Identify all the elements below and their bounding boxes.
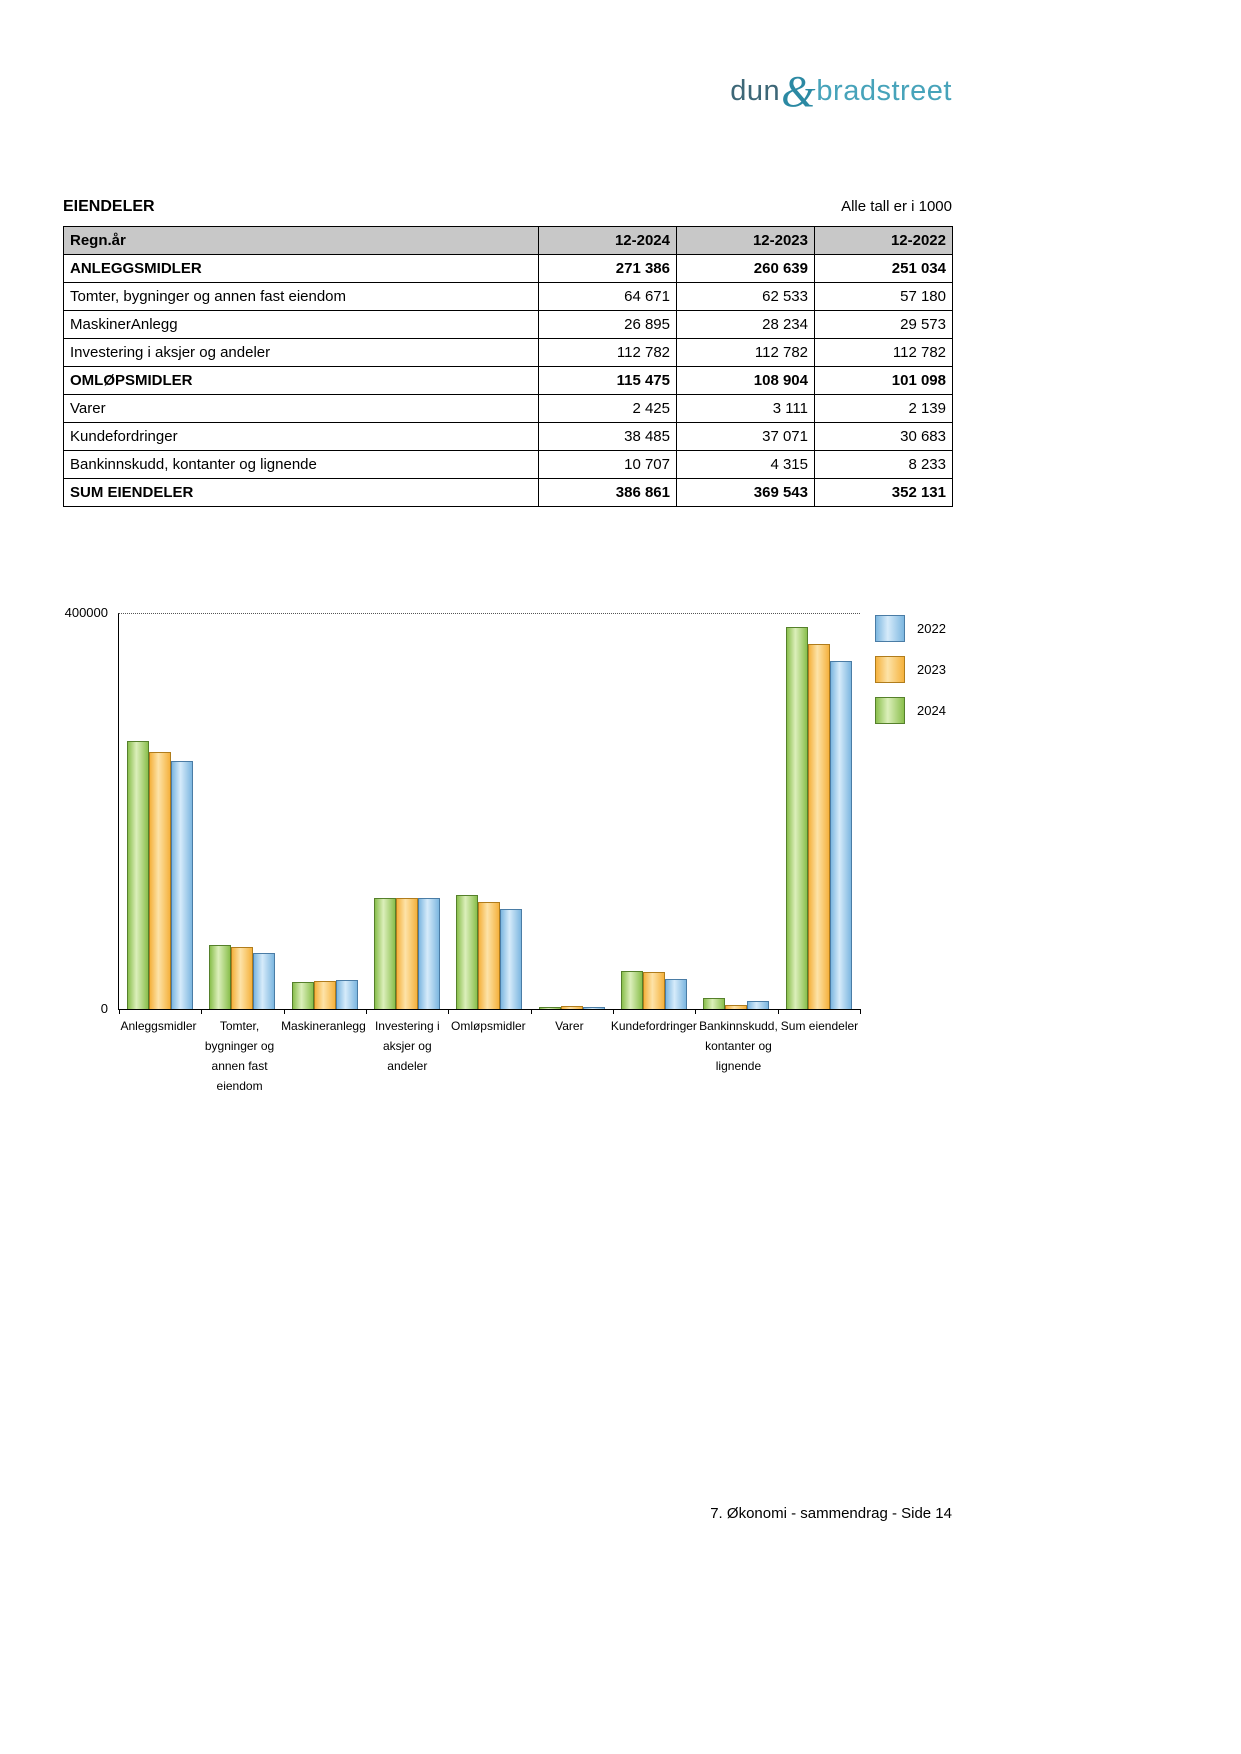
row-value: 352 131 — [815, 479, 953, 507]
table-row — [64, 367, 953, 395]
row-label: ANLEGGSMIDLER — [64, 255, 539, 283]
row-value: 37 071 — [677, 423, 815, 451]
page-footer: 7. Økonomi - sammendrag - Side 14 — [710, 1505, 952, 1522]
x-axis-label: Maskineranlegg — [281, 1019, 366, 1033]
x-axis-tick — [448, 1009, 449, 1014]
table-row — [64, 283, 953, 311]
row-label: Kundefordringer — [64, 423, 539, 451]
logo-word-dun: dun — [730, 75, 781, 107]
x-axis-label: Sum eiendeler — [780, 1019, 859, 1033]
table-row — [64, 311, 953, 339]
table-row — [64, 339, 953, 367]
bar-2024 — [127, 741, 149, 1009]
x-axis-label: Varer — [555, 1019, 584, 1033]
logo-ampersand-icon: & — [781, 67, 816, 116]
x-axis-tick — [613, 1009, 614, 1014]
bar-2023 — [643, 972, 665, 1009]
bar-2022 — [500, 909, 522, 1009]
assets-bar-chart — [118, 613, 860, 1010]
x-axis-tick — [860, 1009, 861, 1014]
bar-2022 — [418, 898, 440, 1009]
row-value: 112 782 — [815, 339, 953, 367]
row-value: 115 475 — [539, 367, 677, 395]
x-axis-tick — [201, 1009, 202, 1014]
bar-2022 — [583, 1007, 605, 1009]
row-value: 8 233 — [815, 451, 953, 479]
x-axis-tick — [366, 1009, 367, 1014]
logo-word-bradstreet: bradstreet — [816, 75, 952, 107]
x-axis-tick — [778, 1009, 779, 1014]
bar-group — [695, 614, 777, 1009]
row-value: 2 139 — [815, 395, 953, 423]
row-value: 112 782 — [677, 339, 815, 367]
bar-2023 — [396, 898, 418, 1009]
row-label: Investering i aksjer og andeler — [64, 339, 539, 367]
bar-2023 — [314, 981, 336, 1009]
chart-legend — [875, 615, 946, 738]
row-value: 386 861 — [539, 479, 677, 507]
x-axis-tick — [119, 1009, 120, 1014]
bar-group — [531, 614, 613, 1009]
legend-item — [875, 656, 946, 683]
row-value: 260 639 — [677, 255, 815, 283]
row-label: Bankinnskudd, kontanter og lignende — [64, 451, 539, 479]
legend-swatch-2023 — [875, 656, 905, 683]
row-label: Tomter, bygninger og annen fast eiendom — [64, 283, 539, 311]
bar-2023 — [478, 902, 500, 1010]
row-value: 26 895 — [539, 311, 677, 339]
table-header-row — [64, 227, 953, 255]
table-row — [64, 255, 953, 283]
y-axis-tick-max: 400000 — [64, 605, 108, 620]
table-row — [64, 423, 953, 451]
bar-2022 — [253, 953, 275, 1010]
table-row — [64, 479, 953, 507]
table-row — [64, 451, 953, 479]
bar-group — [366, 614, 448, 1009]
bar-2023 — [231, 947, 253, 1009]
row-value: 62 533 — [677, 283, 815, 311]
bar-2024 — [703, 998, 725, 1009]
chart-plot-area — [119, 614, 860, 1009]
legend-label: 2024 — [917, 703, 946, 718]
bar-group — [778, 614, 860, 1009]
x-axis-label: Bankinnskudd, kontanter og lignende — [699, 1019, 778, 1073]
bar-2024 — [621, 971, 643, 1009]
bar-2022 — [665, 979, 687, 1009]
row-value: 30 683 — [815, 423, 953, 451]
y-axis-tick-zero: 0 — [100, 1001, 108, 1016]
column-header-year: 12-2024 — [539, 227, 677, 255]
table-row — [64, 395, 953, 423]
bar-group — [119, 614, 201, 1009]
column-header-year: 12-2023 — [677, 227, 815, 255]
row-label: Varer — [64, 395, 539, 423]
table-title-row — [63, 198, 952, 216]
bar-2024 — [209, 945, 231, 1009]
dun-bradstreet-logo — [63, 66, 952, 117]
x-axis-label: Investering i aksjer og andeler — [374, 1019, 440, 1073]
bar-2024 — [786, 627, 808, 1009]
bar-2022 — [336, 980, 358, 1009]
bar-2023 — [808, 644, 830, 1009]
x-axis-tick — [695, 1009, 696, 1014]
bar-group — [613, 614, 695, 1009]
legend-item — [875, 615, 946, 642]
x-axis-label: Anleggsmidler — [120, 1019, 197, 1033]
x-axis-label: Kundefordringer — [610, 1019, 697, 1033]
bar-2024 — [456, 895, 478, 1009]
bar-group — [448, 614, 530, 1009]
bar-2024 — [374, 898, 396, 1009]
row-value: 28 234 — [677, 311, 815, 339]
x-axis-label: Omløpsmidler — [450, 1019, 526, 1033]
row-value: 108 904 — [677, 367, 815, 395]
bar-group — [284, 614, 366, 1009]
x-axis-labels — [118, 1016, 860, 1096]
bar-2022 — [171, 761, 193, 1009]
x-axis-tick — [531, 1009, 532, 1014]
legend-swatch-2022 — [875, 615, 905, 642]
x-axis-tick — [284, 1009, 285, 1014]
row-value: 112 782 — [539, 339, 677, 367]
row-label: SUM EIENDELER — [64, 479, 539, 507]
row-value: 2 425 — [539, 395, 677, 423]
row-label: OMLØPSMIDLER — [64, 367, 539, 395]
row-value: 29 573 — [815, 311, 953, 339]
row-value: 271 386 — [539, 255, 677, 283]
bar-2023 — [725, 1005, 747, 1009]
column-header-regnar: Regn.år — [64, 227, 539, 255]
row-value: 251 034 — [815, 255, 953, 283]
row-value: 369 543 — [677, 479, 815, 507]
legend-label: 2023 — [917, 662, 946, 677]
row-value: 4 315 — [677, 451, 815, 479]
row-value: 38 485 — [539, 423, 677, 451]
row-value: 57 180 — [815, 283, 953, 311]
bar-2024 — [539, 1007, 561, 1009]
bar-2022 — [747, 1001, 769, 1009]
row-value: 64 671 — [539, 283, 677, 311]
x-axis-label: Tomter, bygninger og annen fast eiendom — [204, 1019, 275, 1093]
bar-2023 — [561, 1006, 583, 1009]
assets-table-head — [64, 227, 953, 255]
section-title: EIENDELER — [63, 198, 155, 215]
row-label: MaskinerAnlegg — [64, 311, 539, 339]
bar-group — [201, 614, 283, 1009]
column-header-year: 12-2022 — [815, 227, 953, 255]
row-value: 10 707 — [539, 451, 677, 479]
bar-2024 — [292, 982, 314, 1009]
assets-table-body — [64, 255, 953, 507]
row-value: 101 098 — [815, 367, 953, 395]
bar-2022 — [830, 661, 852, 1009]
legend-item — [875, 697, 946, 724]
assets-table — [63, 226, 953, 507]
legend-swatch-2024 — [875, 697, 905, 724]
legend-label: 2022 — [917, 621, 946, 636]
units-note: Alle tall er i 1000 — [841, 198, 952, 215]
bar-2023 — [149, 752, 171, 1009]
row-value: 3 111 — [677, 395, 815, 423]
